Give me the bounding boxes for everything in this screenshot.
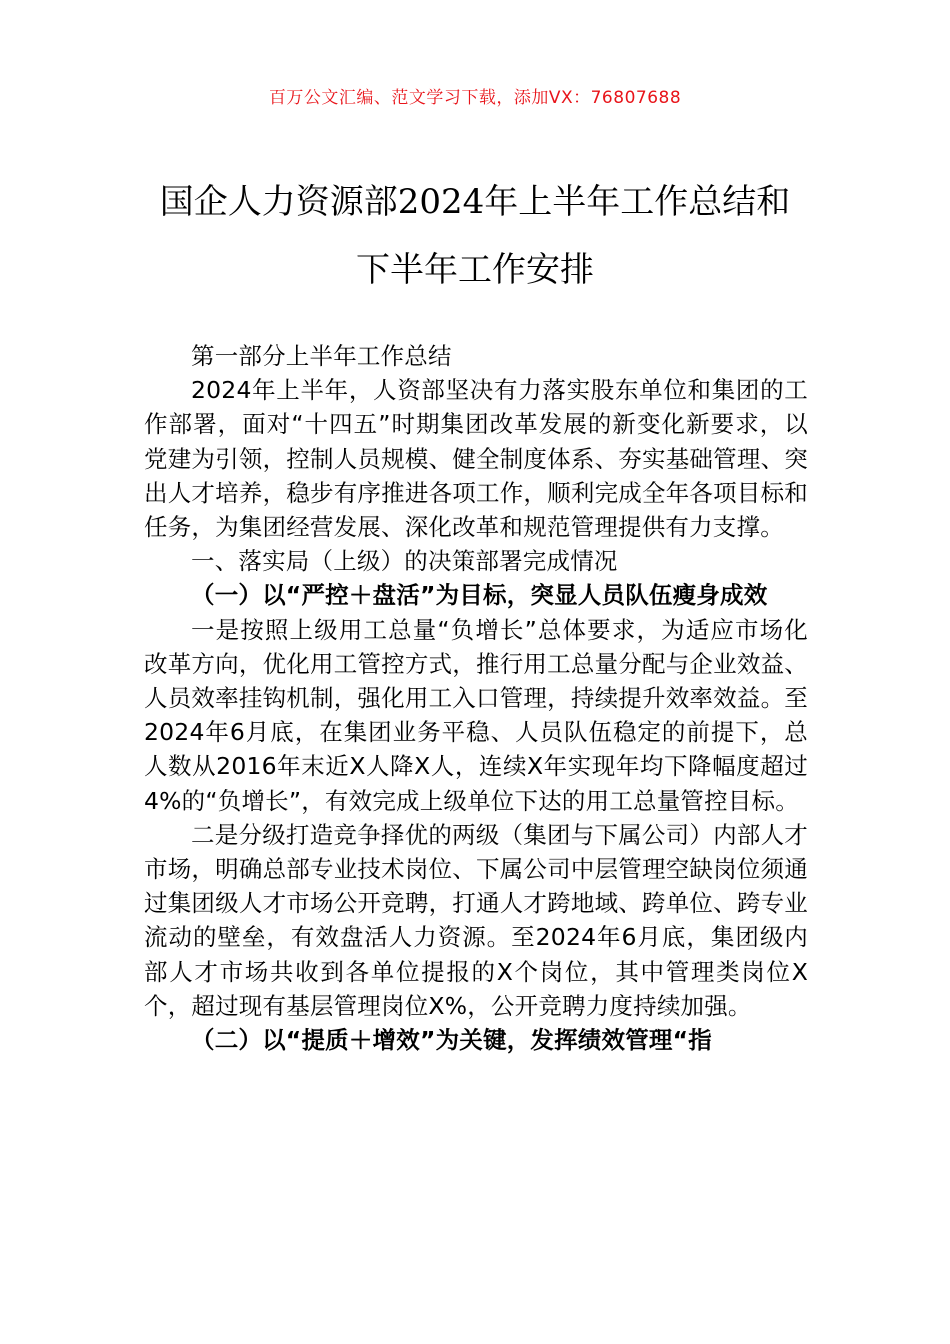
title-line-2: 下半年工作安排 — [356, 250, 594, 290]
title-line-1: 国企人力资源部2024年上半年工作总结和 — [159, 182, 791, 222]
document-body — [144, 339, 808, 1057]
document-title — [100, 168, 850, 304]
intro-paragraph: 2024年上半年，人资部坚决有力落实股东单位和集团的工作部署，面对“十四五”时期集团改革发展的新变化新要求，以党建为引领，控制人员规模、健全制度体系、夯实基础管理、突出人才培养，稳步有序推进各项工作，顺利完成全年各项目标和任务，为集团经营发展、深化改革和规范管理提供有力支撑。 — [144, 376, 808, 542]
bold-heading-1: （一）以“严控＋盘活”为目标，突显人员队伍瘦身成效 — [191, 581, 768, 610]
bold-heading-2: （二）以“提质＋增效”为关键，发挥绩效管理“指 — [191, 1026, 712, 1055]
paragraph-point-1: 一是按照上级用工总量“负增长”总体要求，为适应市场化改革方向，优化用工管控方式，推行用工总量分配与企业效益、人员效率挂钩机制，强化用工入口管理，持续提升效率效益。至2024年6月底，在集团业务平稳、人员队伍稳定的前提下，总人数从2016年末近X人降X人，连续X年实现年均下降幅度超过4%的“负增长”，有效完成上级单位下达的用工总量管控目标。 — [144, 615, 808, 815]
paragraph-point-2: 二是分级打造竞争择优的两级（集团与下属公司）内部人才市场，明确总部专业技术岗位、下属公司中层管理空缺岗位须通过集团级人才市场公开竞聘，打通人才跨地域、跨单位、跨专业流动的壁垒，有效盘活人力资源。至2024年6月底，集团级内部人才市场共收到各单位提报的X个岗位，其中管理类岗位X个，超过现有基层管理岗位X%，公开竞聘力度持续加强。 — [144, 820, 808, 1020]
subsection-heading: 一、落实局（上级）的决策部署完成情况 — [191, 547, 618, 576]
header-note: 百万公文汇编、范文学习下载，添加VX：76807688 — [268, 88, 682, 108]
section-heading: 第一部分上半年工作总结 — [191, 342, 452, 370]
